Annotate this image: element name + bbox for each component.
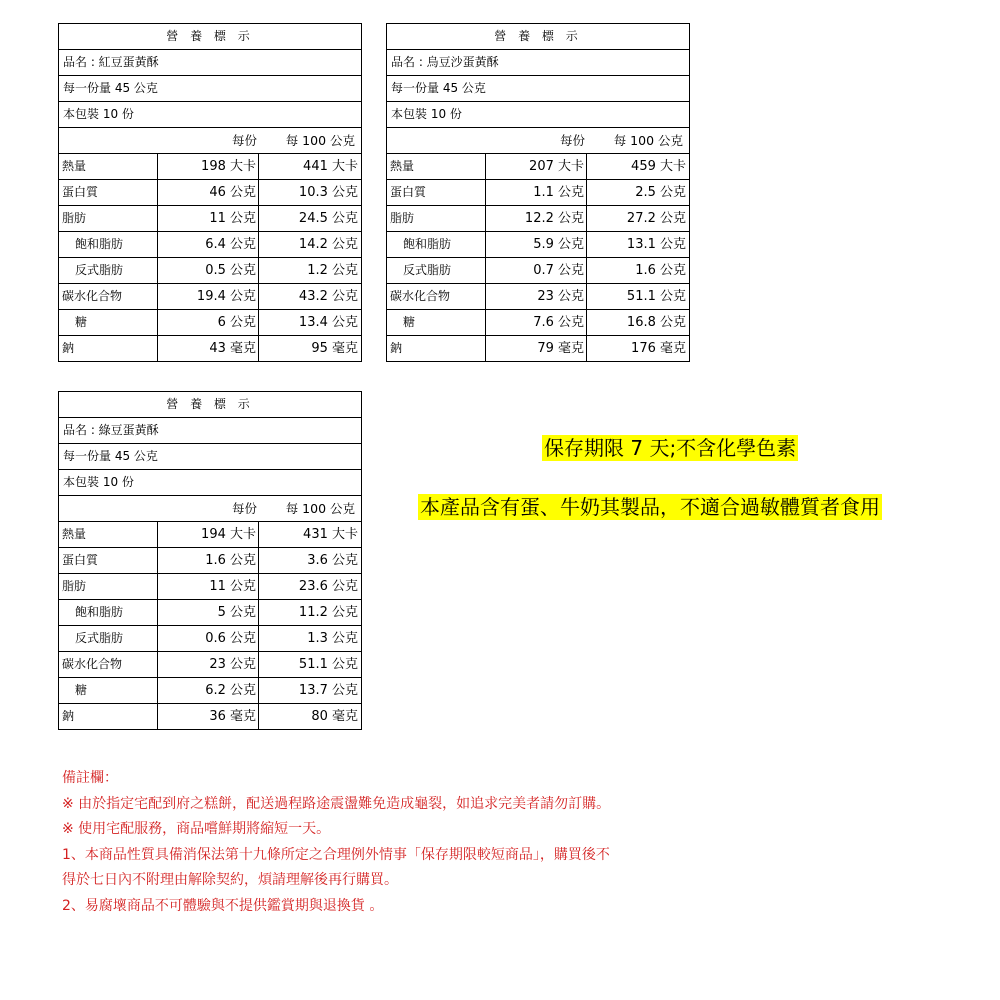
- product-name: 品名 : 綠豆蛋黃酥: [59, 418, 361, 444]
- nutrient-label: 熱量: [387, 154, 486, 179]
- per-100g-value: 80 毫克: [311, 709, 358, 724]
- per-serving-value: 1.6 公克: [158, 548, 259, 573]
- nutrient-label: 鈉: [59, 704, 158, 729]
- nutrient-label: 熱量: [59, 154, 158, 179]
- nutrient-label: 鈉: [387, 336, 486, 361]
- nutrient-row: [59, 232, 361, 258]
- servings-per-package: 本包裝 10 份: [387, 102, 689, 128]
- per-100g-value: 27.2 公克: [626, 211, 686, 226]
- shelf-life-notice: 保存期限 7 天;不含化學色素: [544, 436, 797, 460]
- per-serving-value: 1.1 公克: [486, 180, 587, 205]
- per-serving-value: 23 公克: [486, 284, 587, 309]
- nutrient-label: 熱量: [59, 522, 158, 547]
- nutrient-label: 飽和脂肪: [59, 600, 158, 625]
- nutrient-row: [59, 626, 361, 652]
- column-header: [387, 128, 689, 154]
- per-serving-header: 每份: [231, 501, 257, 516]
- per-100g-value: 459 大卡: [631, 159, 686, 174]
- per-serving-value: 0.7 公克: [486, 258, 587, 283]
- nutrient-row: [59, 600, 361, 626]
- per-serving-value: 5 公克: [158, 600, 259, 625]
- nutrient-label: 蛋白質: [387, 180, 486, 205]
- per-100g-value: 431 大卡: [303, 527, 358, 542]
- per-serving-value: 11 公克: [158, 574, 259, 599]
- nutrient-label: 脂肪: [59, 206, 158, 231]
- per-100g-value: 51.1 公克: [298, 657, 358, 672]
- nutrient-row: [59, 258, 361, 284]
- nutrient-label: 反式脂肪: [387, 258, 486, 283]
- nutrient-row: [59, 652, 361, 678]
- product-name: 品名 : 烏豆沙蛋黃酥: [387, 50, 689, 76]
- per-serving-value: 198 大卡: [158, 154, 259, 179]
- allergen-notice: 本產品含有蛋、牛奶其製品，不適合過敏體質者食用: [420, 495, 880, 519]
- column-header: [59, 128, 361, 154]
- nutrient-label: 鈉: [59, 336, 158, 361]
- per-serving-header: 每份: [231, 133, 257, 148]
- nutrient-row: [59, 310, 361, 336]
- per-serving-value: 194 大卡: [158, 522, 259, 547]
- per-100g-value: 24.5 公克: [298, 211, 358, 226]
- per-serving-value: 6.4 公克: [158, 232, 259, 257]
- nutrient-row: [59, 678, 361, 704]
- column-header: [59, 496, 361, 522]
- nutrient-label: 碳水化合物: [387, 284, 486, 309]
- per-100g-value: 1.3 公克: [307, 631, 358, 646]
- per-100g-header: 每 100 公克: [285, 133, 355, 148]
- per-serving-value: 46 公克: [158, 180, 259, 205]
- nutrient-row: [59, 284, 361, 310]
- nutrient-row: [59, 154, 361, 180]
- per-100g-value: 16.8 公克: [626, 315, 686, 330]
- nutrient-row: [387, 310, 689, 336]
- nutrient-label: 糖: [387, 310, 486, 335]
- nutrient-row: [59, 548, 361, 574]
- per-serving-value: 6.2 公克: [158, 678, 259, 703]
- per-serving-value: 12.2 公克: [486, 206, 587, 231]
- nutrient-row: [387, 284, 689, 310]
- per-100g-value: 95 毫克: [311, 341, 358, 356]
- per-100g-value: 13.1 公克: [626, 237, 686, 252]
- nutrient-row: [387, 206, 689, 232]
- remarks-heading: 備註欄：: [62, 770, 118, 786]
- per-100g-value: 3.6 公克: [307, 553, 358, 568]
- per-serving-value: 23 公克: [158, 652, 259, 677]
- nutrition-panel-black-bean: [386, 23, 690, 362]
- per-serving-header: 每份: [559, 133, 585, 148]
- nutrient-row: [387, 180, 689, 206]
- per-serving-value: 0.6 公克: [158, 626, 259, 651]
- nutrient-label: 反式脂肪: [59, 626, 158, 651]
- per-100g-value: 10.3 公克: [298, 185, 358, 200]
- per-100g-value: 13.4 公克: [298, 315, 358, 330]
- nutrient-row: [59, 206, 361, 232]
- panel-title: 營 養 標 示: [59, 392, 361, 418]
- serving-size: 每一份量 45 公克: [387, 76, 689, 102]
- nutrient-label: 脂肪: [387, 206, 486, 231]
- per-100g-header: 每 100 公克: [285, 501, 355, 516]
- servings-per-package: 本包裝 10 份: [59, 470, 361, 496]
- nutrient-label: 糖: [59, 310, 158, 335]
- per-serving-value: 7.6 公克: [486, 310, 587, 335]
- nutrient-label: 飽和脂肪: [387, 232, 486, 257]
- nutrient-row: [387, 258, 689, 284]
- panel-title: 營 養 標 示: [59, 24, 361, 50]
- serving-size: 每一份量 45 公克: [59, 76, 361, 102]
- per-serving-value: 6 公克: [158, 310, 259, 335]
- nutrient-label: 糖: [59, 678, 158, 703]
- panel-title: 營 養 標 示: [387, 24, 689, 50]
- nutrient-row: [387, 154, 689, 180]
- remarks-line: ※ 由於指定宅配到府之糕餅，配送過程路途震盪難免造成龜裂，如追求完美者請勿訂購。: [62, 795, 611, 812]
- remarks-line: 得於七日內不附理由解除契約，煩請理解後再行購買。: [62, 872, 398, 888]
- remarks-section: [62, 766, 610, 919]
- per-100g-value: 1.2 公克: [307, 263, 358, 278]
- per-100g-value: 2.5 公克: [635, 185, 686, 200]
- remarks-line: 1、本商品性質具備消保法第十九條所定之合理例外情事「保存期限較短商品」，購買後不: [62, 846, 610, 863]
- servings-per-package: 本包裝 10 份: [59, 102, 361, 128]
- nutrient-label: 反式脂肪: [59, 258, 158, 283]
- product-name: 品名 : 紅豆蛋黃酥: [59, 50, 361, 76]
- nutrient-label: 碳水化合物: [59, 284, 158, 309]
- per-100g-value: 14.2 公克: [298, 237, 358, 252]
- nutrient-label: 蛋白質: [59, 180, 158, 205]
- nutrient-row: [387, 336, 689, 361]
- nutrient-row: [59, 336, 361, 361]
- remarks-line: ※ 使用宅配服務，商品嚐鮮期將縮短一天。: [62, 821, 331, 837]
- nutrient-row: [387, 232, 689, 258]
- nutrient-row: [59, 522, 361, 548]
- per-100g-value: 51.1 公克: [626, 289, 686, 304]
- nutrient-row: [59, 704, 361, 729]
- serving-size: 每一份量 45 公克: [59, 444, 361, 470]
- per-serving-value: 0.5 公克: [158, 258, 259, 283]
- per-100g-value: 23.6 公克: [298, 579, 358, 594]
- remarks-line: 2、易腐壞商品不可體驗與不提供鑑賞期與退換貨 。: [62, 897, 384, 914]
- nutrient-label: 碳水化合物: [59, 652, 158, 677]
- nutrition-panel-red-bean: [58, 23, 362, 362]
- per-serving-value: 207 大卡: [486, 154, 587, 179]
- per-serving-value: 11 公克: [158, 206, 259, 231]
- per-100g-value: 441 大卡: [303, 159, 358, 174]
- per-100g-header: 每 100 公克: [613, 133, 683, 148]
- per-serving-value: 79 毫克: [486, 336, 587, 361]
- per-100g-value: 176 毫克: [631, 341, 686, 356]
- per-serving-value: 5.9 公克: [486, 232, 587, 257]
- per-serving-value: 43 毫克: [158, 336, 259, 361]
- nutrient-label: 蛋白質: [59, 548, 158, 573]
- per-100g-value: 1.6 公克: [635, 263, 686, 278]
- nutrition-panel-mung-bean: [58, 391, 362, 730]
- nutrient-label: 脂肪: [59, 574, 158, 599]
- nutrient-label: 飽和脂肪: [59, 232, 158, 257]
- nutrient-row: [59, 574, 361, 600]
- per-serving-value: 19.4 公克: [158, 284, 259, 309]
- nutrient-row: [59, 180, 361, 206]
- per-serving-value: 36 毫克: [158, 704, 259, 729]
- per-100g-value: 13.7 公克: [298, 683, 358, 698]
- per-100g-value: 11.2 公克: [298, 605, 358, 620]
- per-100g-value: 43.2 公克: [298, 289, 358, 304]
